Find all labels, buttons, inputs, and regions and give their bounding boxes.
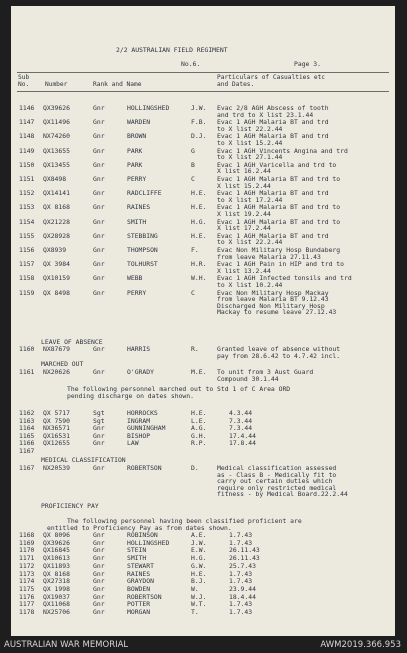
surname: RADCLIFFE [127, 189, 162, 198]
footer-accession: AWM2019.366.953 [320, 640, 401, 650]
section-heading: PROFICIENCY PAY [41, 502, 99, 510]
surname: WEBB [127, 274, 143, 283]
rank: Gnr [93, 118, 105, 127]
particulars-line: carry out certain duties which [217, 477, 333, 485]
surname: PERRY [127, 288, 147, 297]
section-heading: MEDICAL CLASSIFICATION [41, 456, 126, 464]
column-header-number: Number [45, 81, 68, 88]
initials: H.E. [191, 203, 207, 212]
document-number: No.6. [181, 60, 201, 68]
surname: MORGAN [127, 608, 151, 616]
page-number: Page 3. [294, 60, 321, 68]
service-number: QX14141 [43, 189, 70, 198]
header-rule [17, 91, 389, 92]
initials: W.J. [191, 592, 207, 601]
service-number: NX36571 [43, 424, 70, 433]
sub-no: 1152 [19, 189, 35, 198]
document-title: 2/2 AUSTRALIAN FIELD REGIMENT [116, 46, 228, 54]
rank: Gnr [93, 345, 105, 353]
sub-no: 1158 [19, 274, 35, 283]
surname: HOLLINGSHED [127, 104, 170, 112]
initials: H.G. [191, 217, 207, 226]
date: 17.4.44 [229, 431, 256, 440]
service-number: QX13655 [43, 146, 70, 155]
initials: W.T. [191, 600, 207, 609]
surname: THOMPSON [127, 246, 158, 254]
top-rule [17, 72, 389, 73]
section-note: pending discharge on dates shown. [67, 391, 194, 400]
particulars-line: from leave Malaria BT 9.12.43 [217, 295, 329, 304]
initials: D.J. [191, 132, 207, 141]
service-number: QX10613 [43, 554, 70, 563]
sub-no: 1161 [19, 368, 35, 376]
sub-no: 1156 [19, 246, 35, 254]
service-number: NX87679 [43, 345, 70, 353]
particulars-line: to X list 27.1.44 [217, 153, 283, 162]
initials: H.G. [191, 554, 207, 563]
service-number: QX 8498 [43, 288, 70, 297]
service-number: QX11068 [43, 600, 70, 609]
document-page [11, 6, 395, 636]
surname: ROBERTSON [127, 464, 162, 472]
date: 1.7.43 [229, 538, 253, 547]
date: 18.4.44 [229, 592, 256, 601]
date: 4.3.44 [229, 409, 253, 417]
section-note: The following personnel marched out to Std 1 of C Area ORD [67, 385, 291, 393]
service-number: QX19037 [43, 592, 70, 601]
rank: Gnr [93, 592, 105, 601]
section-note: The following personnel having been classified proficient are [67, 517, 302, 525]
service-number: QX 3984 [43, 260, 70, 269]
sub-no: 1151 [19, 175, 35, 183]
particulars-line: To unit from 3 Aust Guard [217, 368, 314, 376]
service-number: NX20539 [43, 464, 70, 472]
rank: Gnr [93, 104, 105, 112]
surname: HORROCKS [127, 409, 158, 417]
initials: G.W. [191, 561, 207, 570]
initials: W.H. [191, 274, 207, 283]
initials: C [191, 288, 195, 297]
initials: F. [191, 246, 199, 254]
initials: C [191, 175, 195, 183]
date: 1.7.43 [229, 600, 253, 609]
service-number: QX 1998 [43, 584, 70, 593]
sub-no: 1176 [19, 592, 35, 601]
surname: RAINES [127, 203, 151, 212]
date: 25.7.43 [229, 561, 256, 570]
initials: H.R. [191, 260, 207, 269]
initials: A.E. [191, 531, 207, 539]
service-number: QX27318 [43, 577, 70, 586]
rank: Gnr [93, 561, 105, 570]
sub-no: 1170 [19, 546, 35, 555]
rank: Gnr [93, 260, 105, 269]
initials: B [191, 160, 195, 169]
rank: Gnr [93, 546, 105, 555]
sub-no: 1167 [19, 447, 35, 455]
sub-no: 1174 [19, 577, 35, 586]
column-header-particulars: Particulars of Casualties etc and Dates. [217, 74, 326, 88]
surname: O'GRADY [127, 368, 154, 376]
service-number: QX39626 [43, 104, 70, 112]
particulars-line: Mackay to resume leave 27.12.43 [217, 308, 337, 317]
particulars-line: Evac 1 AGH Malaria BT and trd to [217, 175, 341, 183]
service-number: QX39626 [43, 538, 70, 547]
rank: Gnr [93, 146, 105, 155]
rank: Sgt [93, 416, 105, 425]
section-note: entitled to Proficiency Pay as from dates shown. [47, 523, 232, 532]
surname: STEWART [127, 561, 154, 570]
particulars-line: Compound 30.1.44 [217, 374, 279, 383]
sub-no: 1153 [19, 203, 35, 212]
initials: R.P. [191, 439, 207, 448]
footer-credit: AUSTRALIAN WAR MEMORIAL [4, 640, 129, 650]
service-number: QX10159 [43, 274, 70, 283]
sub-no: 1171 [19, 554, 35, 563]
sub-no: 1159 [19, 288, 35, 297]
service-number: QX 8168 [43, 203, 70, 212]
service-number: QX28928 [43, 231, 70, 240]
service-number: QX8498 [43, 175, 67, 183]
rank: Gnr [93, 554, 105, 563]
particulars-line: Evac 1 AGH Malaria BT and trd to [217, 217, 341, 226]
rank: Gnr [93, 203, 105, 212]
rank: Sgt [93, 409, 105, 417]
particulars-line: Evac Non Military Hosp Bundaberg [217, 246, 341, 254]
sub-no: 1175 [19, 584, 35, 593]
sub-no: 1157 [19, 260, 35, 269]
initials: A.G. [191, 424, 207, 433]
initials: W. [191, 584, 199, 593]
date: 7.3.44 [229, 416, 253, 425]
particulars-line: Evac 1 AGH Varicella and trd to [217, 160, 337, 169]
surname: GRAYDON [127, 577, 154, 586]
particulars-line: Evac 1 AGH Infected tonsils and trd [217, 274, 352, 283]
surname: PERRY [127, 175, 147, 183]
initials: R. [191, 345, 199, 353]
particulars-line: to X list 15.2.44 [217, 138, 283, 147]
rank: Gnr [93, 608, 105, 616]
column-header-rank-name: Rank and Name [93, 81, 142, 88]
particulars-line: as - Class B - Medically fit to [217, 470, 337, 479]
surname: SMITH [127, 554, 147, 563]
sub-no: 1148 [19, 132, 35, 141]
service-number: QX21228 [43, 217, 70, 226]
date: 1.7.43 [229, 608, 253, 616]
particulars-line: Evac 1 AGH Malaria BT and trd [217, 231, 329, 240]
rank: Gnr [93, 424, 105, 433]
initials: T. [191, 608, 199, 616]
surname: LAW [127, 439, 139, 448]
surname: RAINES [127, 569, 151, 578]
rank: Gnr [93, 231, 105, 240]
surname: TOLHURST [127, 260, 158, 269]
particulars-line: Evac 1 AGH Malaria BT and trd [217, 118, 329, 127]
surname: BISHOP [127, 431, 151, 440]
date: 17.8.44 [229, 439, 256, 448]
rank: Gnr [93, 584, 105, 593]
service-number: NX25706 [43, 608, 70, 616]
service-number: QX13455 [43, 160, 70, 169]
rank: Gnr [93, 464, 105, 472]
sub-no: 1164 [19, 424, 35, 433]
service-number: QX8939 [43, 246, 67, 254]
section-heading: MARCHED OUT [41, 360, 84, 368]
particulars-line: fitness - by Medical Board.22.2.44 [217, 490, 348, 498]
service-number: QX11893 [43, 561, 70, 570]
particulars-line: Evac 1 AGH Vincents Angina and trd [217, 146, 348, 155]
date: 26.11.43 [229, 546, 260, 555]
initials: J.W. [191, 104, 207, 112]
rank: Gnr [93, 217, 105, 226]
service-number: QX 5717 [43, 409, 70, 417]
sub-no: 1165 [19, 431, 35, 440]
initials: E.W. [191, 546, 207, 555]
service-number: QX 8096 [43, 531, 70, 539]
initials: H.E. [191, 189, 207, 198]
section-heading: LEAVE OF ABSENCE [41, 338, 103, 346]
sub-no: 1150 [19, 160, 35, 169]
particulars-line: Evac Non Military Hosp Mackay [217, 288, 329, 297]
rank: Gnr [93, 531, 105, 539]
rank: Gnr [93, 160, 105, 169]
surname: INGRAM [127, 416, 151, 425]
surname: ROBINSON [127, 531, 158, 539]
sub-no: 1166 [19, 439, 35, 448]
surname: HOLLINGSHED [127, 538, 170, 547]
service-number: NX20626 [43, 368, 70, 376]
sub-no: 1146 [19, 104, 35, 112]
particulars-line: Evac 1 AGH Malaria BT and trd to [217, 203, 341, 212]
date: 23.9.44 [229, 584, 256, 593]
particulars-line: X list 16.2.44 [217, 167, 271, 176]
particulars-line: Evac 2/8 AGH Abscess of tooth [217, 104, 329, 112]
particulars-line: Evac 1 AGH Pain in HIP and trd to [217, 260, 344, 269]
rank: Gnr [93, 132, 105, 141]
service-number: NX74260 [43, 132, 70, 141]
surname: BOWDEN [127, 584, 151, 593]
rank: Gnr [93, 600, 105, 609]
date: 1.7.43 [229, 569, 253, 578]
particulars-line: to X list 10.2.44 [217, 280, 283, 289]
initials: H.E. [191, 231, 207, 240]
rank: Gnr [93, 189, 105, 198]
initials: H.E. [191, 409, 207, 417]
rank: Gnr [93, 538, 105, 547]
footer-bar [0, 637, 407, 653]
rank: Gnr [93, 274, 105, 283]
rank: Gnr [93, 288, 105, 297]
sub-no: 1178 [19, 608, 35, 616]
column-header-sub-no: Sub No. [18, 74, 30, 88]
sub-no: 1154 [19, 217, 35, 226]
initials: M.E. [191, 368, 207, 376]
particulars-line: to X list 17.2.44 [217, 195, 283, 204]
surname: POTTER [127, 600, 151, 609]
surname: STEIN [127, 546, 147, 555]
surname: PARK [127, 146, 143, 155]
date: 1.7.43 [229, 577, 253, 586]
surname: HARRIS [127, 345, 151, 353]
initials: L.E. [191, 416, 207, 425]
sub-no: 1162 [19, 409, 35, 417]
particulars-line: to X list 22.2.44 [217, 238, 283, 247]
sub-no: 1149 [19, 146, 35, 155]
particulars-line: X list 19.2.44 [217, 209, 271, 218]
service-number: QX12655 [43, 439, 70, 448]
initials: H.E. [191, 569, 207, 578]
sub-no: 1173 [19, 569, 35, 578]
surname: ROBERTSON [127, 592, 162, 601]
particulars-line: X list 15.2.44 [217, 181, 271, 190]
surname: BROWN [127, 132, 147, 141]
particulars-line: and trd to X list 23.1.44 [217, 110, 314, 119]
rank: Gnr [93, 431, 105, 440]
surname: PARK [127, 160, 143, 169]
service-number: QX16845 [43, 546, 70, 555]
service-number: QX11496 [43, 118, 70, 127]
particulars-line: pay from 28.6.42 to 4.7.42 incl. [217, 351, 341, 360]
date: 7.3.44 [229, 424, 253, 433]
initials: G [191, 146, 195, 155]
initials: G.H. [191, 431, 207, 440]
rank: Gnr [93, 368, 105, 376]
rank: Gnr [93, 175, 105, 183]
initials: J.W. [191, 538, 207, 547]
service-number: QX 7590 [43, 416, 70, 425]
particulars-line: X list 17.2.44 [217, 224, 271, 233]
surname: SMITH [127, 217, 147, 226]
rank: Gnr [93, 569, 105, 578]
date: 26.11.43 [229, 554, 260, 563]
sub-no: 1163 [19, 416, 35, 425]
date: 1.7.43 [229, 531, 253, 539]
particulars-line: from leave Malaria 27.11.43 [217, 252, 321, 261]
particulars-line: Evac 1 AGH Malaria BT and trd [217, 132, 329, 141]
surname: GUNNINGHAM [127, 424, 166, 433]
rank: Gnr [93, 439, 105, 448]
rank: Gnr [93, 246, 105, 254]
sub-no: 1168 [19, 531, 35, 539]
particulars-line: Granted leave of absence without [217, 345, 341, 353]
particulars-line: Medical classification assessed [217, 464, 337, 472]
service-number: QX 8168 [43, 569, 70, 578]
sub-no: 1172 [19, 561, 35, 570]
particulars-line: to X list 22.2.44 [217, 124, 283, 133]
initials: D. [191, 464, 199, 472]
particulars-line: require only restricted medical [217, 483, 337, 492]
sub-no: 1169 [19, 538, 35, 547]
sub-no: 1167 [19, 464, 35, 472]
sub-no: 1177 [19, 600, 35, 609]
particulars-line: Evac 1 AGH Malaria BT and trd [217, 189, 329, 198]
service-number: QX16531 [43, 431, 70, 440]
surname: STEBBING [127, 231, 158, 240]
sub-no: 1147 [19, 118, 35, 127]
rank: Gnr [93, 577, 105, 586]
initials: B.J. [191, 577, 207, 586]
surname: WARDEN [127, 118, 151, 127]
particulars-line: X list 13.2.44 [217, 266, 271, 275]
sub-no: 1160 [19, 345, 35, 353]
particulars-line: Discharged Non Military Hosp [217, 301, 325, 310]
initials: F.B. [191, 118, 207, 127]
sub-no: 1155 [19, 231, 35, 240]
